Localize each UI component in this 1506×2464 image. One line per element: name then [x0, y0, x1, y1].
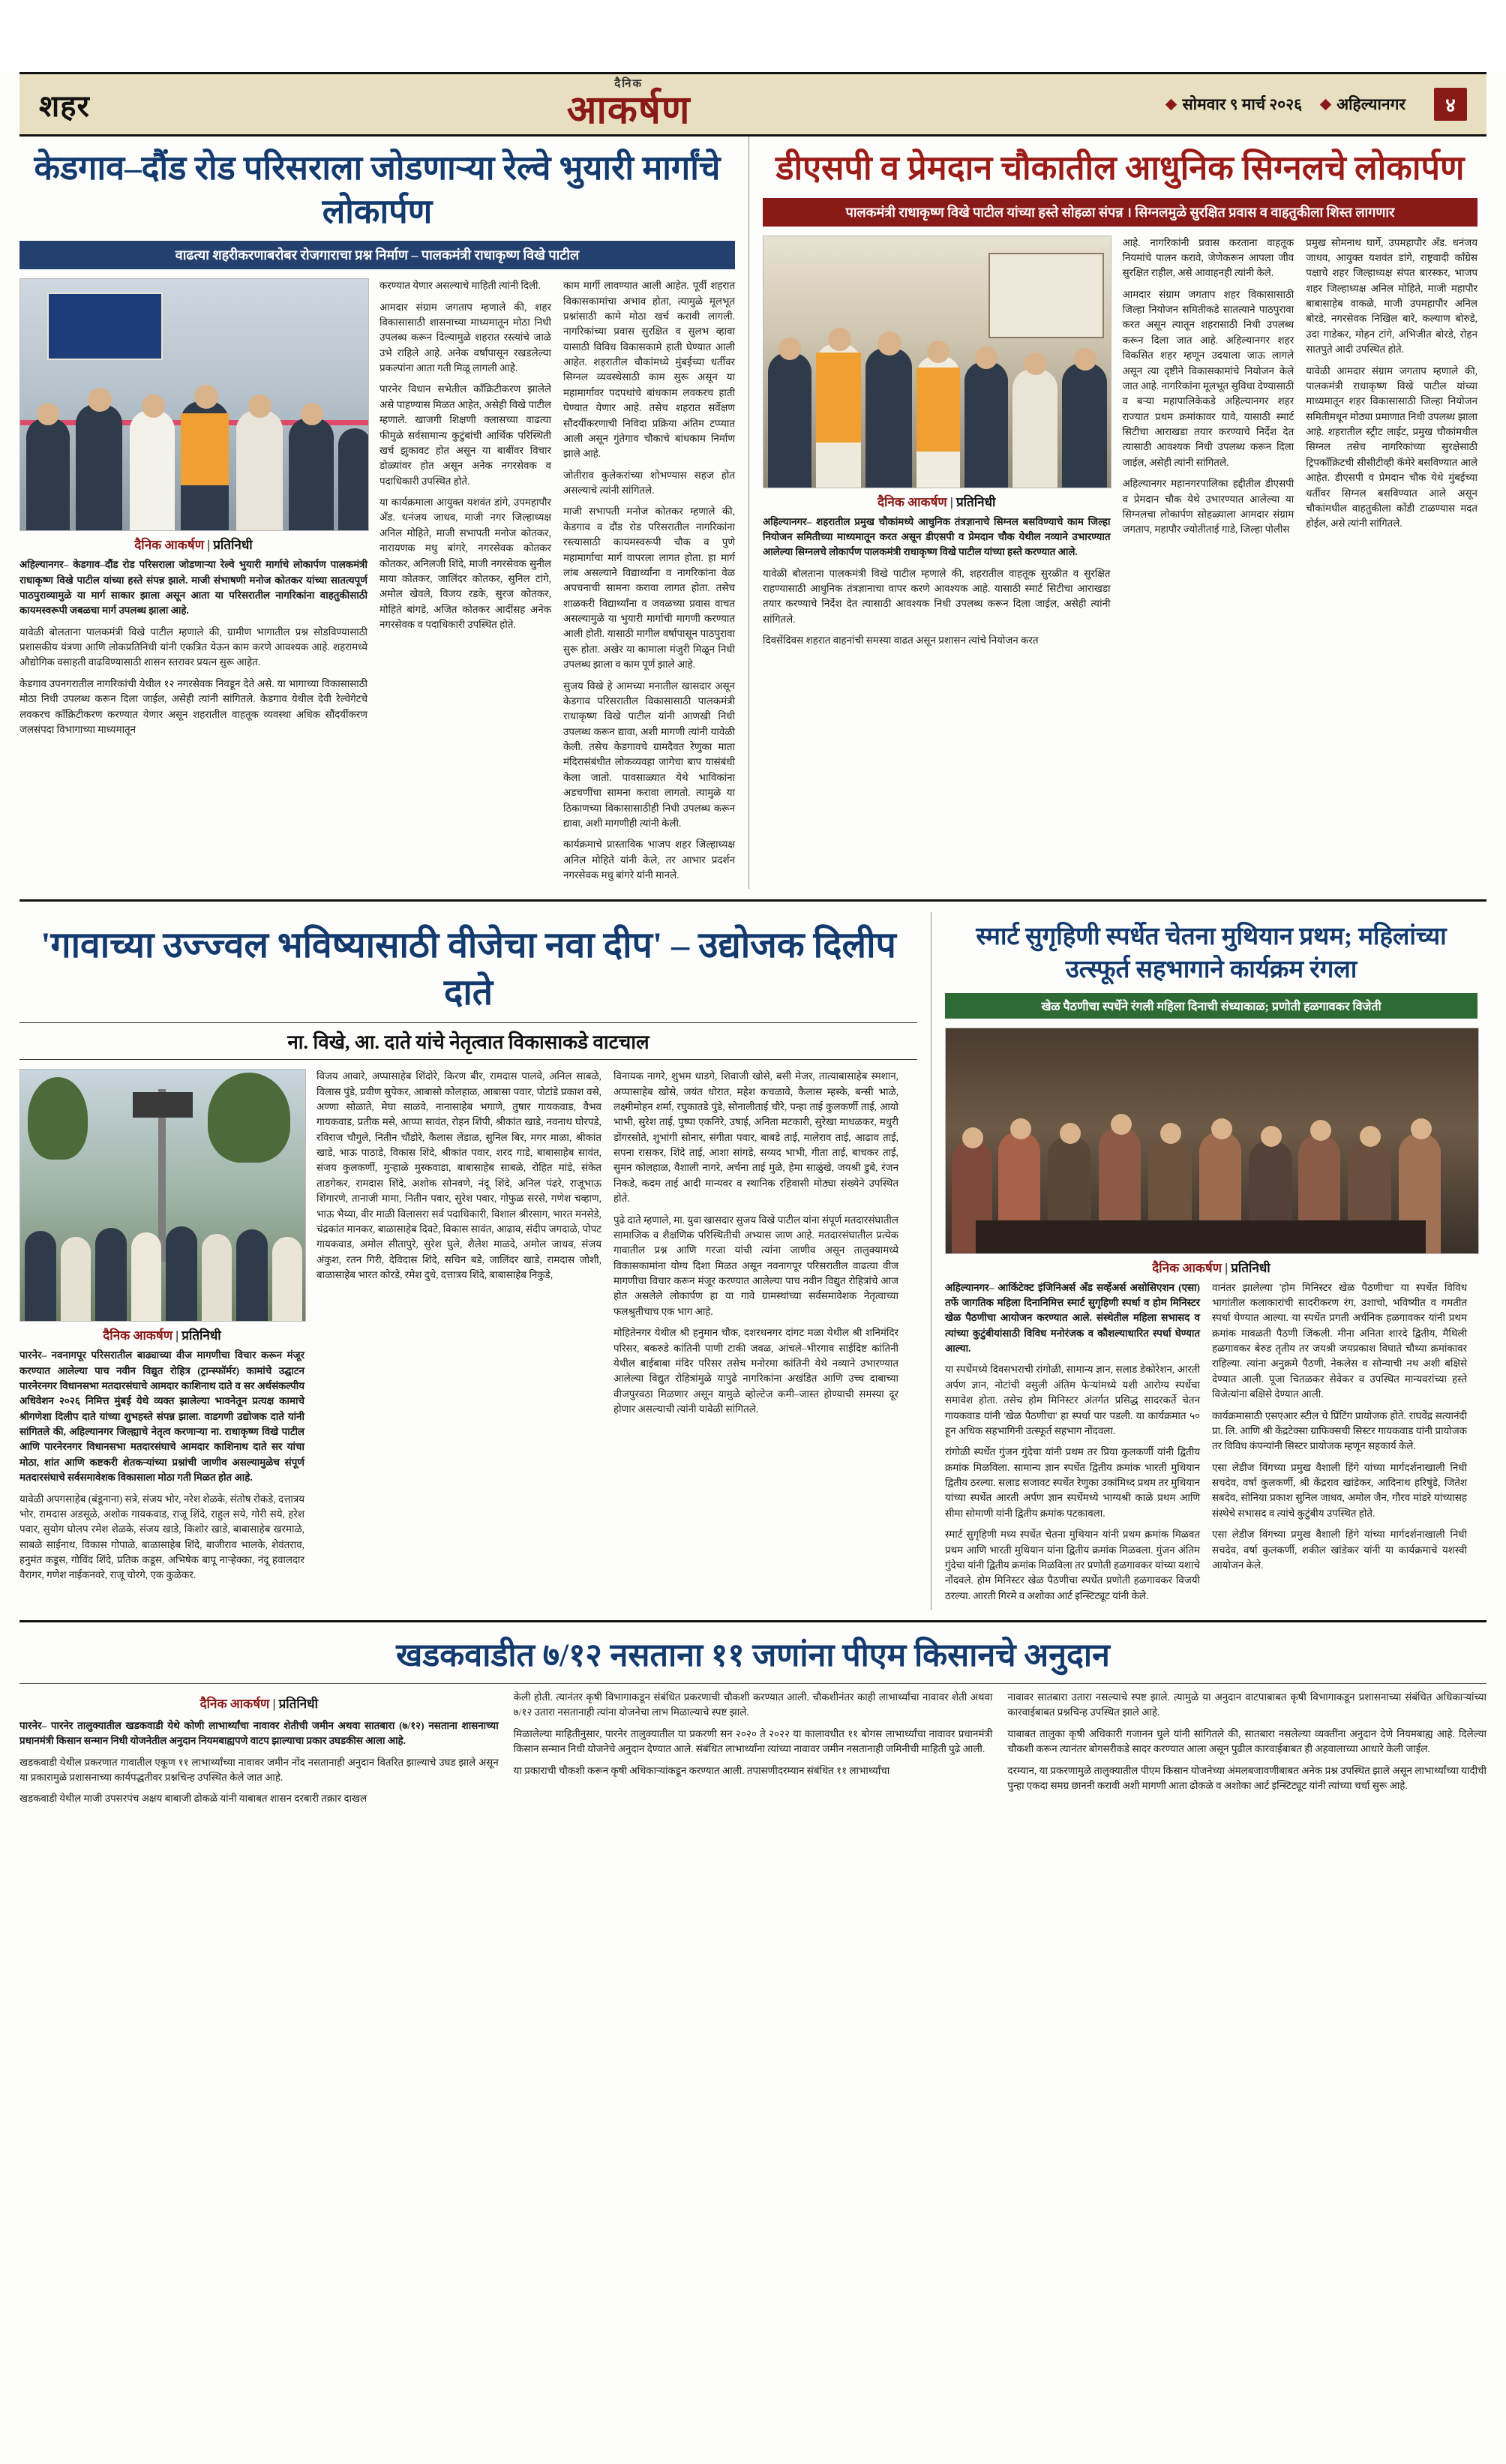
- diamond-icon: [1320, 98, 1332, 110]
- story5-col3: नावावर सातबारा उतारा नसल्याचे स्पष्ट झाले. त्यामुळे या अनुदान वाटपाबाबत कृषी विभागाकडून प्रशासनाच्या संबंधित अधिकाऱ्यांच्या कारवाईबाबत प्रश्नचिन्ह उपस्थित झाले आहे. याबाबत तालुका कृषी अधिकारी गजानन घुले यांनी सांगितले की, सातबारा नसलेल्या व्यक्तींना अनुदान देणे नियमबाह्य आहे. दिलेल्या चौकशी करून त्यानंतर बोगसरीकडे सादर करण्यात आला असून पुढील कारवाईबाबत ही अहवालाच्या आधारे केली जाईल. दरम्यान, या प्रकरणामुळे तालुक्यातील पीएम किसान योजनेच्या अंमलबजावणीबाबत अनेक प्रश्न उपस्थित झाले असून लाभार्थ्यांच्या यादीची पुन्हा एकदा समग्र छाननी करावी अशी मागणी आता ढोकळे व अशोका आर्ट इन्स्टिट्यूट यांनी त्यांच्या चर्चा सुरू आहे.: [1007, 1691, 1487, 1791]
- newspaper-logo: [567, 79, 691, 131]
- story5-col2: केली होती. त्यानंतर कृषी विभागाकडून संबंधित प्रकरणाची चौकशी करण्यात आली. चौकशीनंतर काही लाभार्थ्यांचा नावावर शेती अथवा ७/१२ उतारा नसतानाही त्यांना योजनेचा लाभ मिळाल्याचे स्पष्ट झाले. मिळालेल्या माहितीनुसार, पारनेर तालुक्यातील या प्रकरणी सन २०२० ते २०२२ या कालावधीत ११ बोगस लाभार्थ्यांचा नावावर प्रधानमंत्री किसान सन्मान निधी योजनेचे अनुदान देण्यात आले. संबंधित लाभार्थ्यांना त्यांच्या नावावर जमीन नसतानाही जमिनीची माहिती पुढे आली. या प्रकाराची चौकशी करून कृषी अधिकाऱ्यांकडून करण्यात आली. तपासणीदरम्यान संबंधित ११ लाभार्थ्यांचा: [513, 1691, 993, 1776]
- story5-col1: दैनिक आकर्षण | प्रतिनिधी पारनेर– पारनेर तालुक्यातील खडकवाडी येथे कोणी लाभार्थ्यांचा नावावर शेतीची जमीन अथवा सातबारा (७/१२) नसताना शासनाच्या प्रधानमंत्री किसान सन्मान निधी योजनेतील अनुदान नियमबाह्यपणे वाटप झाल्याचा प्रकार उघडकीस आला आहे. खडकवाडी येथील प्रकरणात गावातील एकूण ११ लाभार्थ्यांच्या नावावर जमीन नोंद नसतानाही अनुदान वितरित झाल्याचे उघड झाले असून या प्रकारामुळे प्रशासनाच्या कार्यपद्धतीवर प्रश्नचिन्ह उपस्थित केले जात आहे. खडकवाडी येथील माजी उपसरपंच अक्षय बाबाजी ढोकळे यांनी याबाबत शासन दरबारी तक्रार दाखल: [20, 1690, 499, 1813]
- story3-photo: [20, 1069, 306, 1322]
- story1-headline: केडगाव–दौंड रोड परिसराला जोडणाऱ्या रेल्वे भुयारी मार्गांचे लोकार्पण: [34, 149, 721, 230]
- story2-byline: दैनिक आकर्षण | प्रतिनिधी: [878, 494, 996, 509]
- story2-col1: अहिल्यानगर– शहरातील प्रमुख चौकांमध्ये आधुनिक तंत्रज्ञानाचे सिग्नल बसविण्याचे काम जिल्हा नियोजन समितीच्या माध्यमातून करत असून डीएसपी व प्रेमदान चौक येथील नव्याने उभारण्यात आलेल्या सिग्नलचे लोकार्पण पालकमंत्री राधाकृष्ण विखे पाटील यांच्या हस्ते करण्यात आले. यावेळी बोलताना पालकमंत्री विखे पाटील म्हणाले की, शहरातील वाहतूक सुरळीत व सुरक्षित राहण्यासाठी आधुनिक तंत्रज्ञानाचा वापर करणे आवश्यक आहे. यासाठी स्मार्ट सिटीचा आराखडा तयार करण्याचे निर्देश देत त्यासाठी आवश्यक निधी उपलब्ध करून दिला जाईल, असेही त्यांनी सांगितले. दिवसेंदिवस शहरात वाहनांची समस्या वाढत असून प्रशासन त्यांचे नियोजन करत: [763, 515, 1111, 647]
- story4-photo: [945, 1028, 1479, 1254]
- story2-photo: [763, 236, 1112, 488]
- logo-kicker: दैनिक: [614, 77, 643, 90]
- story5-byline: दैनिक आकर्षण | प्रतिनिधी: [200, 1697, 319, 1712]
- story1-col1: अहिल्यानगर– केडगाव–दौंड रोड परिसराला जोडणाऱ्या रेल्वे भुयारी मार्गाचे लोकार्पण पालकमंत्री राधाकृष्ण विखे पाटील यांच्या हस्ते संपन्न झाले. माजी संभाषणी मनोज कोतकर यांच्या सातत्यपूर्ण पाठपुराव्यामुळे या मार्ग साकार झाला असून आता या परिसरातील नागरिकांना वाहतुकीसाठी कायमस्वरूपी जबळचा मार्ग उपलब्ध झाला आहे. यावेळी बोलताना पालकमंत्री विखे पाटील म्हणाले की, ग्रामीण भागातील प्रश्न सोडविण्यासाठी प्रशासकीय यंत्रणा आणि लोकप्रतिनिधी यांनी एकत्रित येऊन काम करणे आवश्यक आहे. शहरामध्ये औद्योगिक वसाहती वाढविण्यासाठी शासन स्तरावर प्रयत्न सुरू आहेत. केडगाव उपनगरातील नागरिकांची येथील १२ नगरसेवक निवडून देते असे. या भागाच्या विकासासाठी मोठा निधी उपलब्ध करून दिला जाईल, असेही त्यांनी सांगितले. केडगाव येथील देवी रेल्वेगेटचे लवकरच काँक्रिटीकरण करण्यात येणार असून शहरातील वाहतूक व्यवस्था अधिक सौंदर्यीकरण जलसंपदा विभागाच्या माध्यमातून: [20, 559, 368, 735]
- story1-photo: [20, 278, 369, 531]
- story2-col3: प्रमुख सोमनाथ घार्गे, उपमहापौर अँड. धनंजय जाधव, आयुक्त यशवंत डांगे, राष्ट्रवादी काँग्रेस पक्षाचे शहर जिल्हाध्यक्ष संपत बारस्कर, भाजप शहर जिल्हाध्यक्ष अनिल मोहिते, माजी महापौर बाबासाहेब वाकळे, माजी उपमहापौर अनिल बोरडे, नगरसेवक निखिल बारे, कल्याण बोरुडे, उदा गाडेकर, मोहन टांगे, अभिजीत बोरडे, रोहन सातपुते आदी उपस्थित होते. यावेळी आमदार संग्राम जगताप म्हणाले की, पालकमंत्री राधाकृष्ण विखे पाटील यांच्या माध्यमातून शहर विकासासाठी जिल्हा नियोजन समितीमधून मोठ्या प्रमाणात निधी उपलब्ध झाला आहे. शहरातील स्ट्रीट लाईट, प्रमुख चौकांमधील सिग्नल तसेच नागरिकांच्या सुरक्षेसाठी ट्रिपकॉंक्रिटची सीसीटीव्ही कॅमेरे बसविण्यात आले आहेत. डीएसपी व प्रेमदान चौक येथे मुंबईच्या धर्तीवर सिग्नल बसविण्यात आले असून चौकांमधील वाहतुकीला कोंडी टाळण्यास मदत होईल, असे त्यांनी सांगितले.: [1306, 236, 1478, 530]
- place-text: अहिल्यानगर: [1336, 95, 1406, 113]
- page-number: ४: [1434, 88, 1467, 121]
- story4-subbar: खेळ पैठणीचा स्पर्धेने रंगली महिला दिनाची संध्याकाळ; प्रणोती हळगावकर विजेती: [945, 993, 1478, 1019]
- story3-subhead: ना. विखे, आ. दाते यांचे नेतृत्वात विकासाकडे वाटचाल: [20, 1022, 917, 1060]
- story1-col3: काम मार्गी लावण्यात आली आहेत. पूर्वी शहरात विकासकामांचा अभाव होता, त्यामुळे मूलभूत प्रश्नांसाठी कामे मोठा खर्च करावी लागली. नागरिकांच्या प्रवास सुरक्षित व सुलभ व्हावा यासाठी विविध विकासकामे हाती घेण्यात आली आहेत. शहरातील चौकांमध्ये मुंबईच्या धर्तीवर सिग्नल व्यवस्थेसाठी काम सुरू असून या महामार्गावर पदपथांचे बांधकाम लवकरच हाती घेण्यात येणार आहे. तसेच शहरात सर्वेक्षण सौंदर्यीकरणाची निविदा प्रक्रिया अंतिम टप्प्यात आली असून गुंतेगाव चौकाचे बांधकाम निर्माण झाले आहे. जोतीराव कुलेकरांच्या शोभण्यास सहज होत असल्याचे त्यांनी सांगितले. माजी सभापती मनोज कोतकर म्हणाले की, केडगाव व दौंड रोड परिसरातील नागरिकांना रस्त्यासाठी कायमस्वरूपी चौक व पुणे महामार्गाचा मार्ग वापरला लागत होता. हा मार्ग लांब असल्याने विद्यार्थ्यांना व नागरिकांना वेळ अपचनाची सामना करावा लागत होता. तसेच शाळकरी विद्यार्थ्यांना व जवळच्या प्रवास वाचत असल्यामुळे या भुयारी मार्गाची मागणी करण्यात आली होती. यासाठी मागील वर्षापासून पाठपुरावा सुरू होता. अखेर या कामाला मंजुरी मिळून निधी उपलब्ध झाला व काम पूर्ण झाले आहे. सुजय विखे हे आमच्या मनातील खासदार असून केडगाव परिसरातील विकासासाठी पालकमंत्री राधाकृष्ण विखे पाटील यांनी आणखी निधी उपलब्ध करून द्यावा, अशी मागणी त्यांनी यावेळी केली. तसेच केडगावचे ग्रामदैवत रेणुका माता मंदिरासंबंधीत लोकव्यवहा जागेचा बाप यासंबंधी केला जातो. पावसाळ्यात येथे भाविकांना अडचणींचा सामना करावा लागतो. त्यामुळे या ठिकाणच्या विकासासाठीही निधी उपलब्ध करून द्यावा, अशी मागणीही त्यांनी केली. कार्यक्रमाचे प्रास्ताविक भाजप शहर जिल्हाध्यक्ष अनिल मोहिते यांनी केले, तर आभार प्रदर्शन नगरसेवक मधु बांगरे यांनी मानले.: [562, 280, 735, 881]
- logo-title: आकर्षण: [566, 89, 691, 132]
- top-stories: [20, 137, 1486, 889]
- story3-col2: विजय आवारे, अप्पासाहेब शिंदोरे, किरण बीर, रामदास पालवे, अनिल साबळे, विलास पुंडे, प्रवीण सुपेकर, आबासो कोलहाळ, आबासा पवार, पोटांडे प्रकाश वसे, अण्णा सोळाते, मेघा साळवे, नानासाहेब भगाणे, तुषार गायकवाड, वैभव गायकवाड, प्रतीक मसे, आप्पा सावंत, रोहन शिंपी, श्रीकांत खाडे, नवनाथ घोरपडे, रविराज चौगुले, नितीन चौंडोरे, कैलास लेंडाळ, सुनिल बिर, मगर माळा, श्रीकांत खाडे, भाऊ पाठाडे, विकास शिंदे, श्रीकांत पवार, शरद गाडे, बाबासाहेब सावंत, संजय कुलकर्णी, मुऱ्हाळे मुस्कवाडा, बाबासाहेब साबळे, रोहित मांडे, संकेत ताडगेकर, रामदास शिंदे, अशोक सोनवणे, नंदू शिंदे, अनिल पंढरे, राजूभाऊ शिंगारणे, तानाजी मामा, नितीन पवार, सुरेश पवार, गोफुळ सरसे, गणेश चव्हाण, भाऊ भैय्या, वीर माळी विलासरा सर्व पदाधिकारी, विशाल श्रीरसाग, भारत मनसेडे, चंद्रकांत मानकर, बाळासाहेब दिवटे, विकास सावंत, आढाव, संदीप जगदाळे, पोपट गायकवाड, अमोल सीतापुरे, सुरेश घुले, शैलेश माळदे, अमोल जाधव, संजय अंकुश, रतन गिरी, देविदास शिंदे, सचिन बडे, जालिंदर खाडे, रामदास जोशी, बाळासाहेब भारत कोरडे, रमेश दुधे, दत्तात्रय शिंदे, बाबासाहेब निकुडे,: [316, 1070, 602, 1281]
- diamond-icon: [1166, 98, 1178, 110]
- publication-place: [1322, 94, 1406, 115]
- story4-headline: स्मार्ट सुगृहिणी स्पर्धेत चेतना मुथियान प्रथम; महिलांच्या उत्स्फूर्त सहभागाने कार्यक्रम रंगला: [976, 923, 1447, 983]
- story-pm-kisan: [20, 1631, 1486, 1813]
- story3-headline: 'गावाच्या उज्ज्वल भविष्यासाठी वीजेचा नवा दीप' – उद्योजक दिलीप दाते: [40, 926, 896, 1013]
- story1-col2: करण्यात येणार असल्याचे माहिती त्यांनी दिली. आमदार संग्राम जगताप म्हणाले की, शहर विकासासाठी शासनाच्या माध्यमातून मोठा निधी उपलब्ध करून दिल्यामुळे शहरात रस्त्यांचे जाळे उभे राहिले आहे. अनेक वर्षांपासून रखडलेल्या प्रकल्पांना आता गती मिळू लागली आहे. पारनेर विधान सभेतील काँक्रिटीकरण झालेले असे पाहण्यास मिळत आहेत, असेही विखे पाटील म्हणाले. खाजगी शिक्षणी क्लासच्या वाढत्या फीमुळे सर्वसामान्य कुटुंबांची आर्थिक परिस्थिती खर्च झुकावट होत असून या बाबींवर विचार डोळ्यांवर होत असून अनेक नगरसेवक व पदाधिकारी उपस्थित होते. या कार्यक्रमाला आयुक्त यशवंत डांगे, उपमहापौर अँड. धनंजय जाधव, माजी नगर जिल्हाध्यक्ष अनिल मोहिते, माजी सभापती मनोज कोतकर, नारायणक मधु बांगरे, नगरसेवक कोतकर कोतकर, अनिलजी शिंदे, माजी नगरसेवक सुनील माया कोतकर, जालिंदर कोतकर, सुनिल टांगे, अमोल खेवले, विजय रडके, सुरज कोतकर, मोहिते बांगडे, अजित कोतकर आदींसह अनेक नगरसेवक व पदाधिकारी उपस्थित होते.: [379, 280, 551, 631]
- section-title: शहर: [39, 89, 90, 123]
- story2-headline: डीएसपी व प्रेमदान चौकातील आधुनिक सिग्नलचे लोकार्पण: [776, 149, 1465, 187]
- story1-byline: दैनिक आकर्षण | प्रतिनिधी: [134, 538, 253, 553]
- middle-stories: [20, 912, 1486, 1610]
- section-divider-2: [20, 1620, 1486, 1622]
- story2-subbar: पालकमंत्री राधाकृष्ण विखे पाटील यांच्या हस्ते सोहळा संपन्न । सिग्नलमुळे सुरक्षित प्रवास व वाहतुकीला शिस्त लागणार: [763, 198, 1478, 227]
- section-divider: [20, 899, 1486, 902]
- story3-col3: विनायक नागरे, शुभम धाडगे, शिवाजी खोसे, बसी मेजर, तात्याबासाहेब स्मशान, अप्पासाहेब खोसे, जयंत धोरात, महेश कचळावे, कैलास म्हस्के, बन्सी भाळे, लक्ष्मीमोहन शर्मा, रघुकातडे पुंडे, सोनालीताई चौरे, पन्हा ताई कुलकर्णी ताई, आयो भाभी, सुरेश ताई, पुष्पा एकनिरे, उषाई, अनिता मटकारी, सुरेखा माधळकर, मधुरी डोंगरसोते, शुभांगी सोनार, संगीता पवार, बाबडे ताई, मालेराव ताई, आढाव ताई, सपना रासकर, शिंदे ताई, आशा सांगडे, सय्यद भाभी, गीता ताई, बाचकर ताई, सुमन कोलहाळ, वैशाली नागरे, अर्चना ताई मुळे, हेमा साळुंखे, जयश्री डुबे, रंजन निकडे, कदम ताई आदी मान्यवर व स्थानिक रहिवासी मोठ्या संख्येने उपस्थित होते. पुढे दाते म्हणाले, मा. युवा खासदार सुजय विखे पाटील यांना संपूर्ण मतदारसंघातील सामाजिक व शैक्षणिक परिस्थितीची अभ्यास जाण आहे. मतदारसंघातील प्रत्येक गावातील प्रश्न आणि गरजा यांची त्यांना जाणीव असून तालुक्यामध्ये विकासकामांना योग्य दिशा मिळत असून नवनागपूर परिसरातील वाढत्या वीज मागणीचा विचार करून मंजूर करण्यात आलेल्या पाच नवीन विद्युत रोहित्रांचे आज होत असलेले लोकार्पण हा या गावे ग्रामस्थांच्या सर्वसमावेशक नेतृत्वाच्या फलश्रुतीचाच एक भाग आहे. मोहितेनगर येथील श्री हनुमान चौक, दशरथनगर दांगट मळा येथील श्री शनिमंदिर परिसर, बकरुडे कांतिनी पाणी टाकी जवळ, आंचले–भीरगाव साईदिष्ट कांतिनी येथील बाईबाबा मंदिर परिसर तसेच मनोरमा कांतिनी येथे नव्याने उभारण्यात आलेल्या विद्युत रोहित्रांमुळे यापुढे नागरिकांना अखंडित आणि उच्च दाबाच्या वीजपुरवठा मिळणार असून यामुळे व्होल्टेज कमी–जास्त होण्याची समस्या दूर होणार असल्याची त्यांनी यावेळी सांगितले.: [614, 1070, 898, 1415]
- story-railway-underpass: [20, 137, 748, 889]
- story1-subbar: वाढत्या शहरीकरणाबरोबर रोजगाराचा प्रश्न निर्माण – पालकमंत्री राधाकृष्ण विखे पाटील: [20, 241, 735, 269]
- masthead: [20, 72, 1486, 137]
- story4-byline: दैनिक आकर्षण | प्रतिनिधी: [1152, 1260, 1270, 1275]
- date-text: सोमवार ९ मार्च २०२६: [1182, 95, 1303, 113]
- story3-col1: पारनेर– नवनागपूर परिसरातील बाढ्याच्या वीज मागणीचा विचार करून मंजूर करण्यात आलेल्या पाच नवीन विद्युत रोहित्र (ट्रान्स्फॉर्मर) कामांचे उद्घाटन पारनेरनगर विधानसभा मतदारसंघाचे आमदार काशिनाथ दाते व सर अर्थसंकल्पीय अधिवेशन २०२६ निमित्त मुंबई येथे व्यक्त झालेल्या भावनेतून प्रत्यक्ष कामाचे श्रीगणेशा दिलीप दाते यांच्या शुभहस्ते संपन्न झाला. वाडगणी उद्योजक दाते यांनी सांगितले की, अहिल्यानगर जिल्ह्याचे नेतृत्व करणाऱ्या ना. राधाकृष्ण विखे पाटील आणि पारनेरनगर विधानसभा मतदारसंघाचे आमदार काशिनाथ दाते सर यांचा मोठा, शांत आणि कष्टकरी शेतकऱ्यांच्या प्रश्नांची जाणीव असल्यामुळेच संपूर्ण मतदारसंघाचे सर्वसमावेशक विकासाला मोठा गती मिळत होत आहे. यावेळी अपगसाहेब (बंडूनाना) सत्रे, संजय भोर, नरेश शेळके, संतोष रोकडे, दत्तात्रय भोर, रामदास अडसूळे, अशोक गायकवाड, राजू शिंदे, राहुल सये, गोरी सये, हरेश पवार, सुयोग घोलप रमेश शेळके, संजय खाडे, किशोर खाडे, बाबासाहेब खरमाळे, साबळे साईनाथ, विकास गोपाळे, बाळासाहेब शिंदे, बाजीराव भालके, शेवंतराव, हनुमंत कडूस, गोविंद शिंदे, प्रतिक कडूस, अभिषेक बापू नाऱ्हेक्का, नंदू हवालदार वैरागर, गणेश नाईकनवरे, राजू चोरगे, एक कुळेकर.: [20, 1349, 304, 1581]
- story4-col1: अहिल्यानगर– आर्किटेक्ट इंजिनिअर्स अँड सर्व्हेअर्स असोसिएशन (एसा) तर्फे जागतिक महिला दिनानिमित्त स्मार्ट सुगृहिणी स्पर्धा व होम मिनिस्टर खेळ पैठणीचा आयोजन करण्यात आले. संस्थेतील महिला सभासद व त्यांच्या कुटुंबीयांसाठी विविध मनोरंजक व कौशल्याधारित स्पर्धा घेण्यात आल्या. या स्पर्धेमध्ये दिवसभराची रांगोळी, सामान्य ज्ञान, सलाड डेकोरेशन, आरती अर्पण ज्ञान, नोटांची वसुली अंतिम फेऱ्यांमध्ये यशी आरोग्य स्पर्धेचा समावेश होता. तसेच होम मिनिस्टर अंतर्गत प्रसिद्ध सादरकर्ते चेतन गायकवाड यांनी 'खेळ पैठणीचा' हा स्पर्धा पार पडली. या कार्यक्रमात ५० हून अधिक सहभागिनी उत्स्फूर्त सहभाग नोंदवला. रांगोळी स्पर्धेत गुंजन गुंदेचा यांनी प्रथम तर प्रिया कुलकर्णी यांनी द्वितीय क्रमांक मिळविला. सामान्य ज्ञान स्पर्धेत द्वितीय क्रमांक भारती मुथियान द्वितीय ठरल्या. सलाड सजावट स्पर्धेत रेणुका उकांमिध्द प्रथम तर मुथियान यांच्या स्पर्धेत आरती अर्पण ज्ञान स्पर्धेमध्ये भाग्यश्री काळे प्रथम आणि सीमा सोमाणी यांनी द्वितीय क्रमांक पटकावला. स्मार्ट सुगृहिणी मध्य स्पर्धेत चेतना मुथियान यांनी प्रथम क्रमांक मिळवत प्रथम आणि भारती मुथियान यांना द्वितीय क्रमांक मिळवला. गुंजन अंतिम गुंदेचा यांनी द्वितीय क्रमांक मिळविला तर प्रणोती हळगावकर यांच्या यशाचे नोंदवले. होम मिनिस्टर खेळ पैठणीचा स्पर्धेत प्रणोती हळगावकर विजयी ठरल्या. आरती गिरमे व अशोका आर्ट इन्स्टिट्यूट यांनी केले.: [945, 1281, 1200, 1601]
- masthead-meta: [1167, 88, 1467, 121]
- story2-col2: आहे. नागरिकांनी प्रवास करताना वाहतूक नियमांचे पालन करावे, जेणेकरून आपला जीव सुरक्षित राहील, असे आवाहनही त्यांनी केले. आमदार संग्राम जगताप शहर विकासासाठी जिल्हा नियोजन समितीकडे सातत्याने पाठपुरावा करत असून त्यातून शहरासाठी निधी उपलब्ध करून दिला जात आहे. अहिल्यानगर शहर विकसित शहर म्हणून उदयाला जाऊ लागले असून त्या दृष्टीने विकासकामांचे नियोजन केले जात आहे. नागरिकांना मूलभूत सुविधा देण्यासाठी व बऱ्या महापालिकेकडे अहिल्यानगर शहर राज्यात प्रथम क्रमांकावर यावे, यासाठी स्मार्ट सिटीचा आराखडा तयार करण्याचे निर्देश देत त्यासाठी आवश्यक निधी उपलब्ध करून दिला जाईल, असेही त्यांनी सांगितले. अहिल्यानगर महानगरपालिका हद्दीतील डीएसपी व प्रेमदान चौक येथे उभारण्यात आलेल्या या सिग्नलचा लोकार्पण सोहळ्याला आमदार संग्राम जगताप, महापौर ज्योतीताई गाडे, जिल्हा पोलीस: [1122, 236, 1294, 536]
- story4-col2: वानंतर झालेल्या 'होम मिनिस्टर खेळ पैठणीचा' या स्पर्धेत विविध भागांतील कलाकारांची सादरीकरण रंग, उशाचो, भविष्यीत व गमतीत स्पर्धा घेण्यात आल्या. या स्पर्धेत प्रगती अर्चनिक हळगावकर यांनी प्रथम क्रमांक मावळती पैठणी जिंकली. मीना अनिता शारदे द्वितीय, मैथिली हळगावकर बेरुड तृतीय तर जयश्री जयप्रकाश विघाते चौथ्या क्रमांकावर राहिल्या. त्यांना अनुक्रमे पैठणी, नेकलेस व सोन्याची नथ अशी बक्षिसे देण्यात आली. पूजा चितळकर सेवेकर व उपस्थित मान्यवरांच्या हस्ते विजेत्यांना बक्षिसे देण्यात आली. कार्यक्रमासाठी एसएआर स्टील चे प्रिंटिंग प्रायोजक होते. राघवेंद्र सत्यानंदी प्रा. लि. आणि श्री केंद्रटेक्सा ग्राफिक्सची सिस्टर गायकवाड यांनी प्रायोजक तर विविध कंपन्यांनी सिस्टर प्रायोजक म्हणून सहकार्य केले. एसा लेडीज विंगच्या प्रमुख वैशाली हिंगे यांच्या मार्गदर्शनाखाली निधी सचदेव, वर्षा कुलकर्णी, श्री केंद्रराव खांडेकर, आदिनाथ हरिषुंडे, जितेश सबदेव, सोनिया प्रकाश सुनिल जाधव, अमोल जैन, गौरव मांडरे यांच्यासह संस्थेचे सभासद व त्यांचे कुटुंबीय उपस्थित होते. एसा लेडीज विंगच्या प्रमुख वैशाली हिंगे यांच्या मार्गदर्शनाखाली निधी सचदेव, वर्षा कुलकर्णी, शकील खांडेकर यांनी या कार्यक्रमाचे यशस्वी आयोजन केले.: [1212, 1281, 1467, 1571]
- story5-headline: खडकवाडीत ७/१२ नसताना ११ जणांना पीएम किसानचे अनुदान: [396, 1638, 1110, 1674]
- story-signal-inauguration: [748, 137, 1478, 889]
- story-electricity-transformers: [20, 912, 931, 1610]
- publication-date: [1167, 94, 1302, 115]
- newspaper-page: [0, 72, 1506, 2464]
- story3-byline: दैनिक आकर्षण | प्रतिनिधी: [103, 1328, 221, 1343]
- story-smart-suguhini: [931, 912, 1478, 1610]
